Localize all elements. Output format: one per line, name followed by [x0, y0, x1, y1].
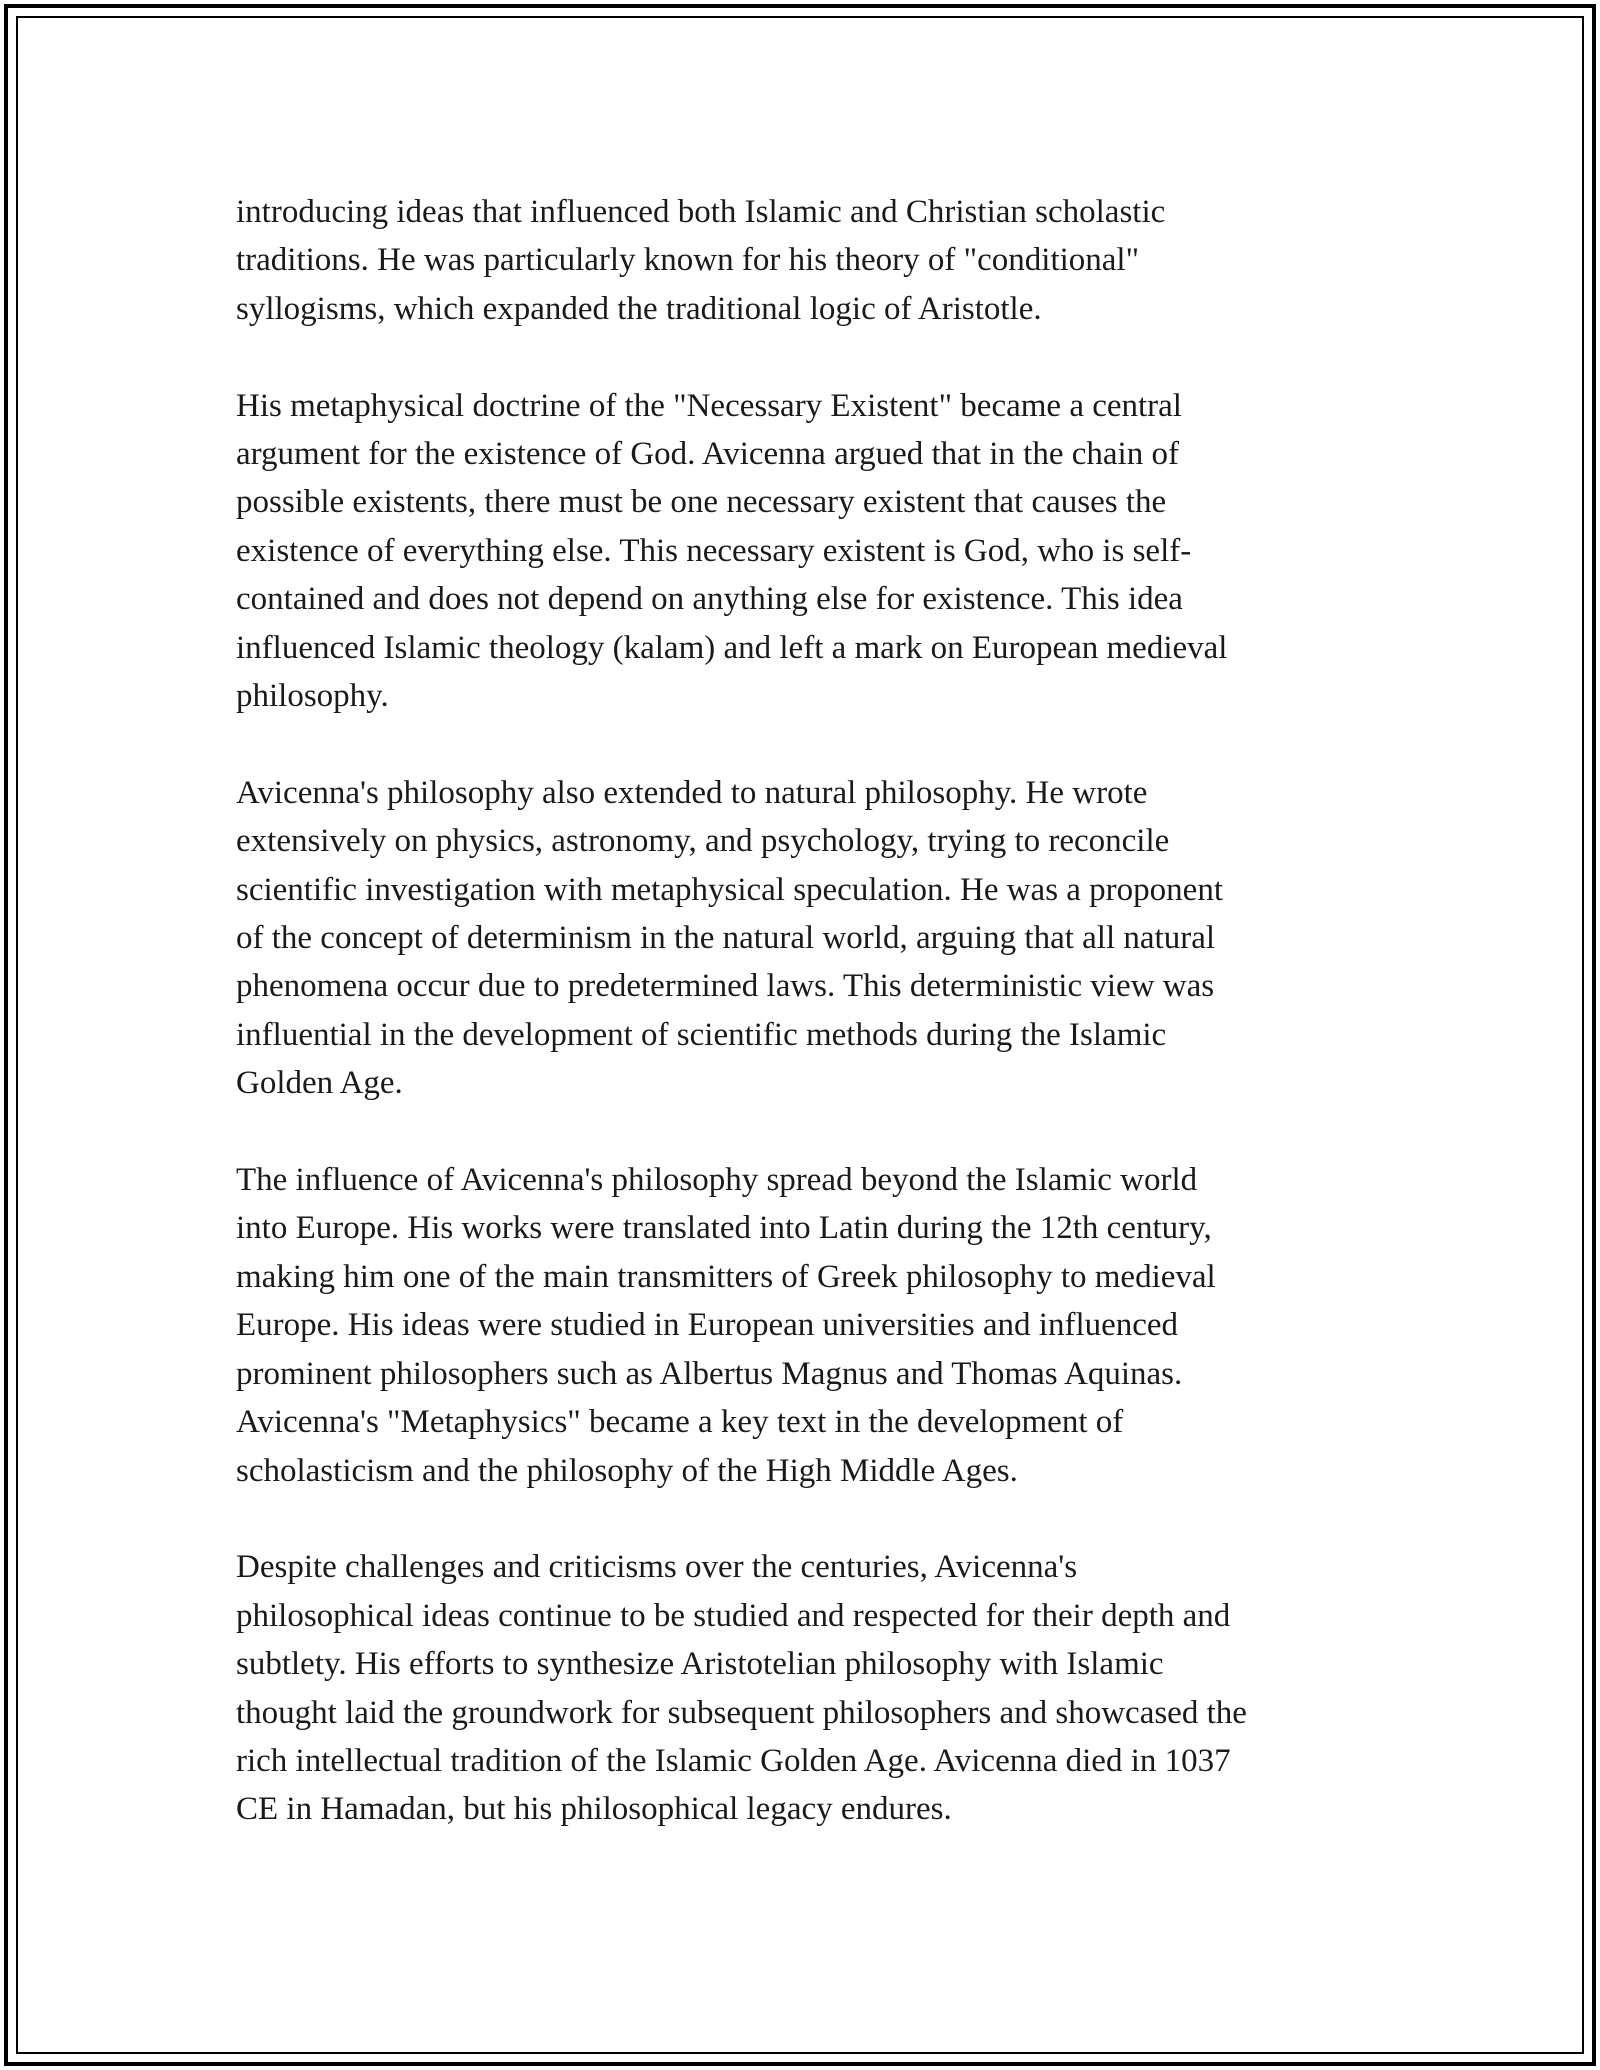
paragraph-continuation: introducing ideas that influenced both Islamic and Christian scholastic traditions. He was particularly known for his theory of "conditional" syllogisms, which expanded the traditional logic of Aristotle.: [236, 194, 1166, 327]
paragraph-natural-philosophy: Avicenna's philosophy also extended to natural philosophy. He wrote extensively on physics, astronomy, and psychology, trying to reconcile scientific investigation with metaphysical speculation. He was a proponent of the concept of determinism in the natural world, arguing that all natural phenomena occur due to predetermined laws. This deterministic view was influential in the development of scientific methods during the Islamic Golden Age.: [236, 774, 1223, 1102]
document-body: [236, 188, 1366, 1882]
paragraph-necessary-existent: His metaphysical doctrine of the "Necessary Existent" became a central argument for the existence of God. Avicenna argued that in the chain of possible existents, there must be one necessary existent that causes the existence of everything else. This necessary existent is God, who is self- contained and does not depend on anything else for existence. This idea influenced Islamic theology (kalam) and left a mark on European medieval philosophy.: [236, 387, 1228, 715]
paragraph-influence-europe: The influence of Avicenna's philosophy spread beyond the Islamic world into Europe. His works were translated into Latin during the 12th century, making him one of the main transmitters of Greek philosophy to medieval Europe. His ideas were studied in European universities and influenced prominent philosophers such as Albertus Magnus and Thomas Aquinas. Avicenna's "Metaphysics" became a key text in the development of scholasticism and the philosophy of the High Middle Ages.: [236, 1162, 1216, 1489]
paragraph-legacy: Despite challenges and criticisms over the centuries, Avicenna's philosophical ideas continue to be studied and respected for their depth and subtlety. His efforts to synthesize Aristotelian philosophy with Islamic thought laid the groundwork for subsequent philosophers and showcased the rich intellectual tradition of the Islamic Golden Age. Avicenna died in 1037 CE in Hamadan, but his philosophical legacy endures.: [236, 1549, 1247, 1828]
